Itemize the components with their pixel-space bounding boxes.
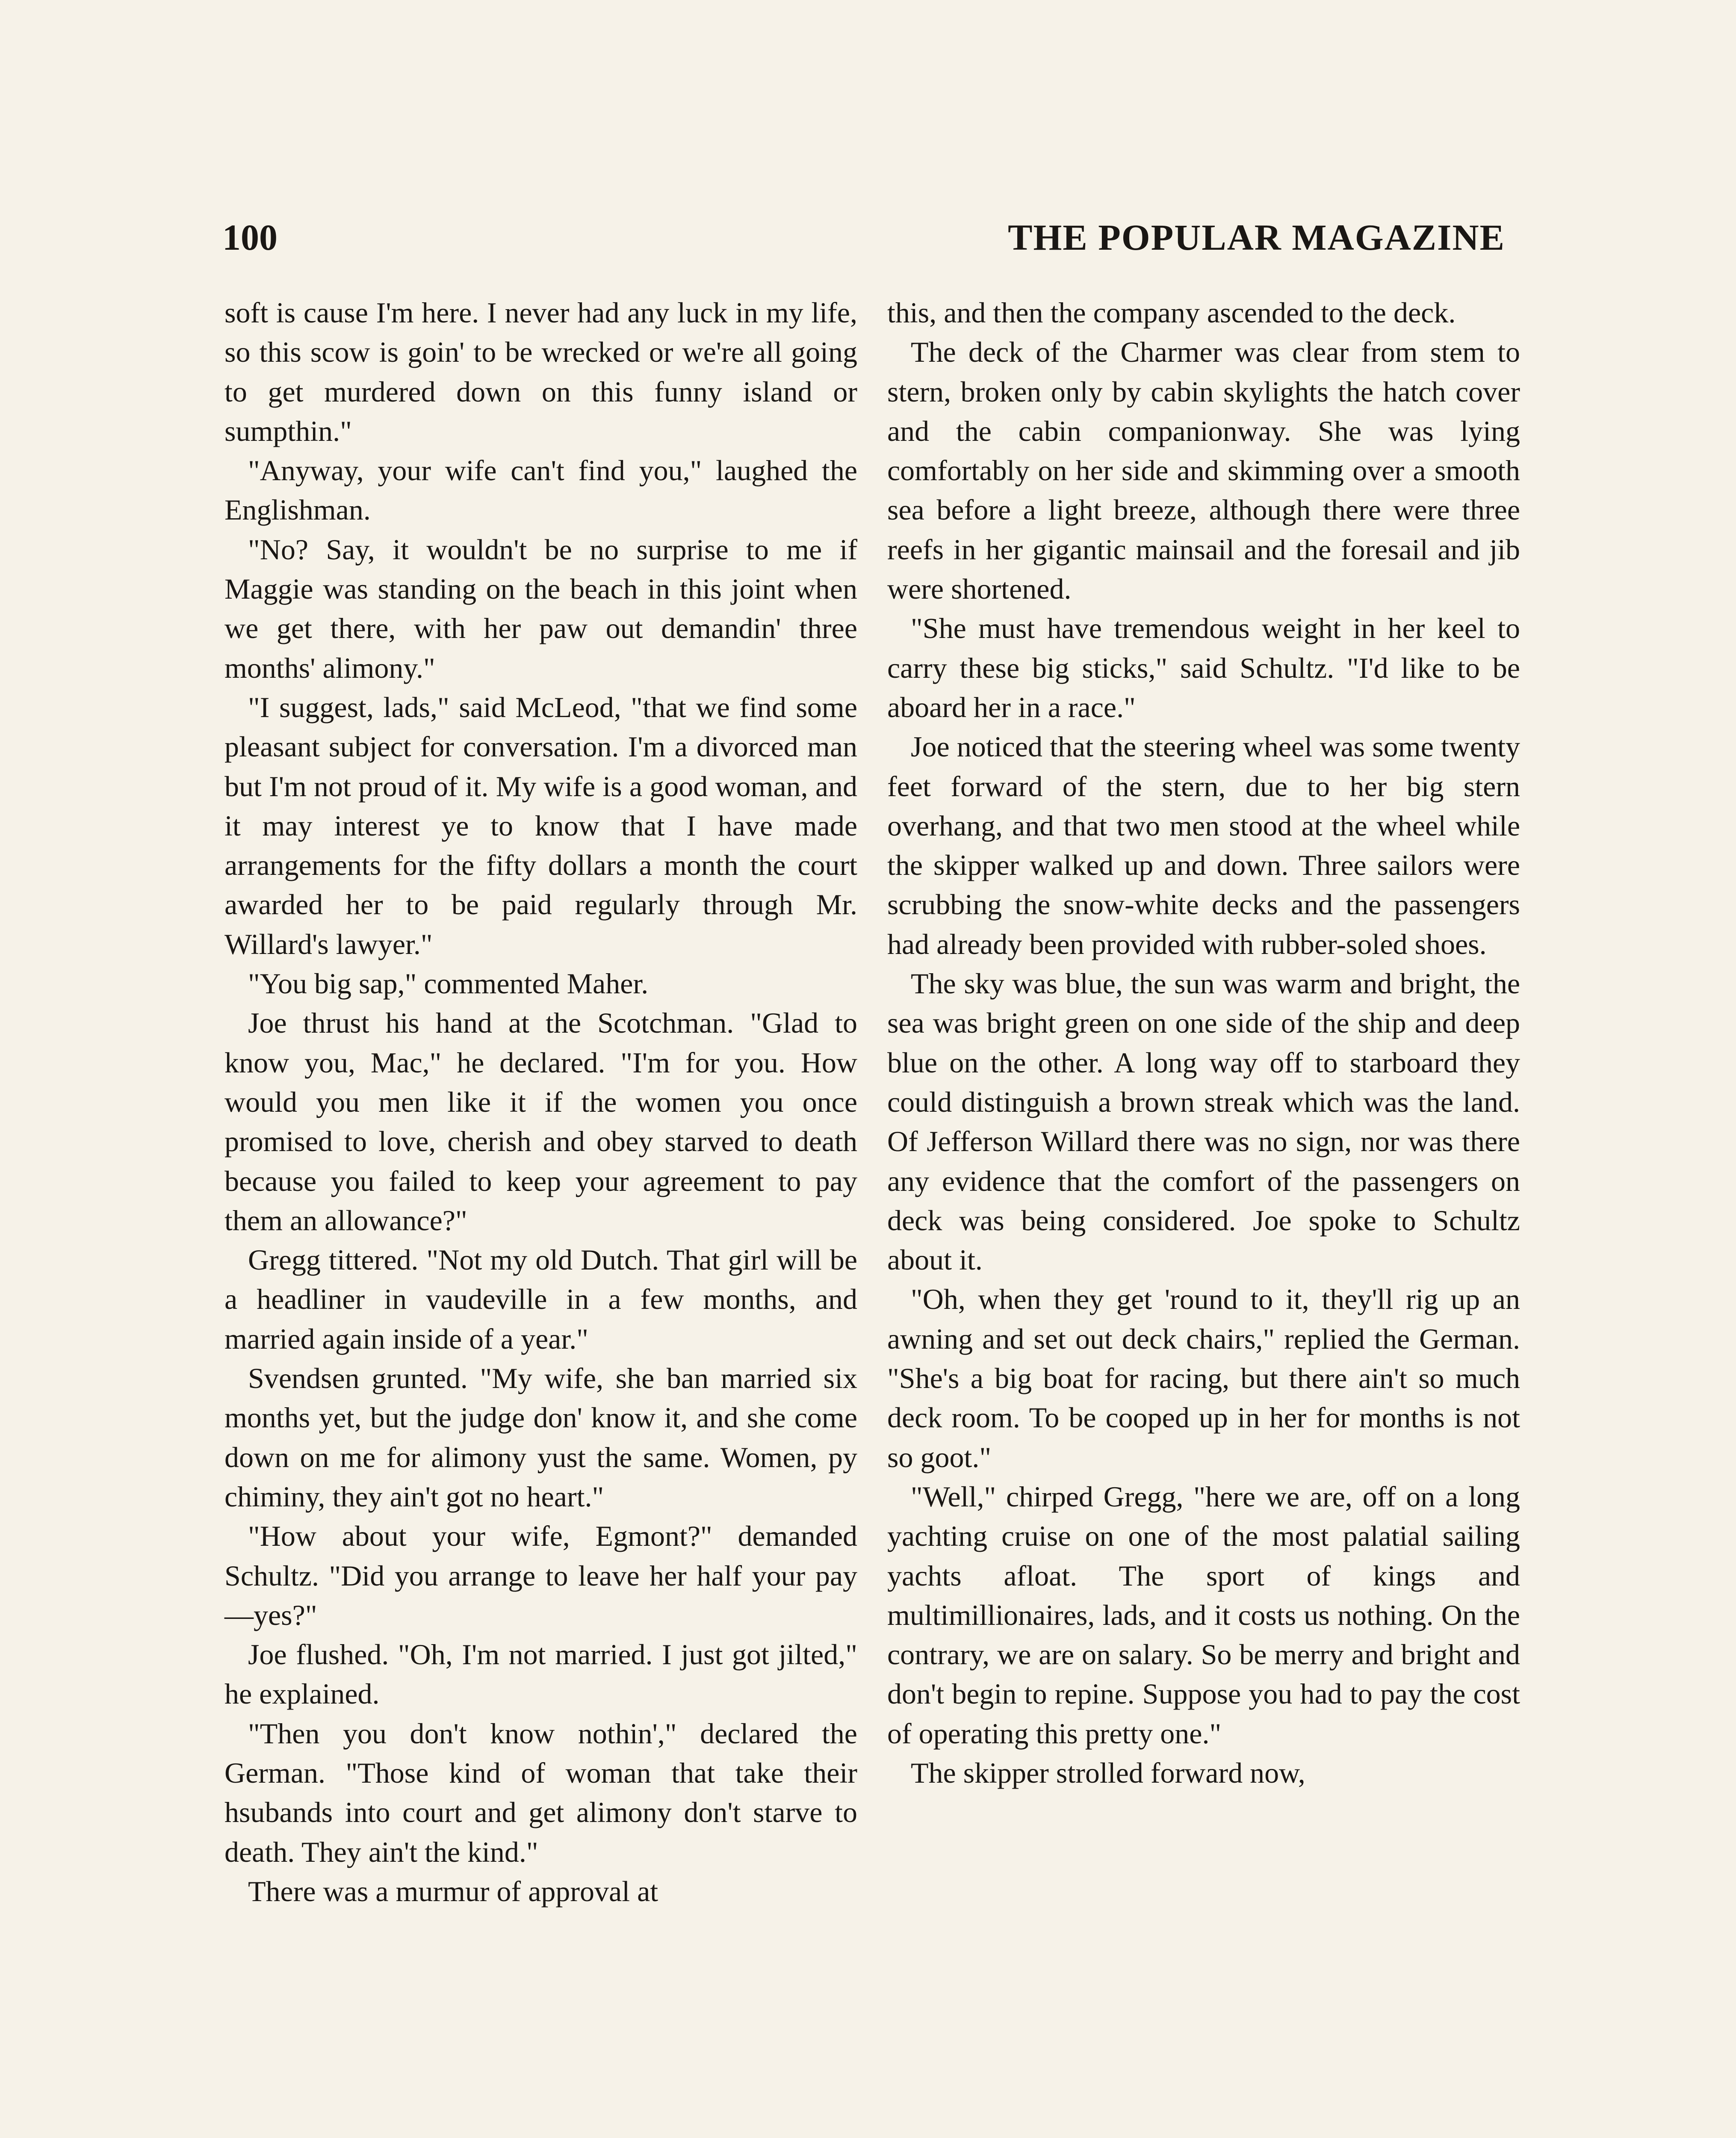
paragraph: The deck of the Charmer was clear from stem to stern, broken only by cabin skylights the hatch cover and the cabin companionway. She was lying comfortably on her side and skimming over a smooth sea before a light breeze, although there were three reefs in her gigantic mainsail and the foresail and jib were shortened. [887,336,1520,605]
paragraph: The skipper strolled forward now, [911,1756,1305,1789]
paragraph: this, and then the company ascended to the deck. [887,296,1456,329]
paragraph: Gregg tittered. "Not my old Dutch. That girl will be a headliner in vaudeville in a few months, and married again inside of a year." [224,1243,857,1355]
paragraph: "Oh, when they get 'round to it, they'll rig up an awning and set out deck chairs," replied the German. "She's a big boat for racing, but there ain't so much deck room. To be cooped up in her for months is not so goot." [887,1283,1520,1474]
left-text-column [224,293,857,1911]
paragraph: "Anyway, your wife can't find you," laughed the Englishman. [224,454,857,526]
paragraph: There was a murmur of approval at [248,1875,658,1908]
paragraph: "I suggest, lads," said McLeod, "that we find some pleasant subject for conversation. I'm a divorced man but I'm not proud of it. My wife is a good woman, and it may interest ye to know that I have made arrangements for the fifty dollars a month the court awarded her to be paid regularly through Mr. Willard's lawyer." [224,691,857,960]
paragraph: Joe thrust his hand at the Scotchman. "Glad to know you, Mac," he declared. "I'm for you. How would you men like it if the women you once promised to love, cherish and obey starved to death because you failed to keep your agreement to pay them an allowance?" [224,1007,857,1237]
page-number: 100 [222,217,278,258]
paragraph: Joe flushed. "Oh, I'm not married. I just got jilted," he explained. [224,1638,857,1710]
paragraph: soft is cause I'm here. I never had any luck in my life, so this scow is goin' to be wrecked or we're all going to get murdered down on this funny island or sumpthin." [224,296,857,447]
page-header [222,207,1505,267]
paragraph: "No? Say, it wouldn't be no surprise to me if Maggie was standing on the beach in this joint when we get there, with her paw out demandin' three months' alimony." [224,533,857,684]
paragraph: The sky was blue, the sun was warm and bright, the sea was bright green on one side of the ship and deep blue on the other. A long way off to starboard they could distinguish a brown streak which was the land. Of Jefferson Willard there was no sign, nor was there any evidence that the comfort of the passengers on deck was being considered. Joe spoke to Schultz about it. [887,967,1520,1276]
right-text-column [887,293,1520,1792]
paragraph: "Well," chirped Gregg, "here we are, off on a long yachting cruise on one of the most palatial sailing yachts afloat. The sport of kings and multimillionaires, lads, and it costs us nothing. On the contrary, we are on salary. So be merry and bright and don't begin to repine. Suppose you had to pay the cost of operating this pretty one." [887,1480,1520,1750]
paragraph: "Then you don't know nothin'," declared the German. "Those kind of woman that take their hsubands into court and get alimony don't starve to death. They ain't the kind." [224,1717,857,1868]
magazine-title: THE POPULAR MAGAZINE [1008,217,1505,258]
paragraph: "She must have tremendous weight in her keel to carry these big sticks," said Schultz. "I'd like to be aboard her in a race." [887,612,1520,723]
paragraph: Svendsen grunted. "My wife, she ban married six months yet, but the judge don' know it, and she come down on me for alimony yust the same. Women, py chiminy, they ain't got no heart." [224,1362,857,1513]
paragraph: "How about your wife, Egmont?" demanded Schultz. "Did you arrange to leave her half your pay—yes?" [224,1520,857,1631]
paragraph: Joe noticed that the steering wheel was some twenty feet forward of the stern, due to her big stern overhang, and that two men stood at the wheel while the skipper walked up and down. Three sailors were scrubbing the snow-white decks and the passengers had already been provided with rubber-soled shoes. [887,730,1520,960]
paragraph: "You big sap," commented Maher. [248,967,649,1000]
